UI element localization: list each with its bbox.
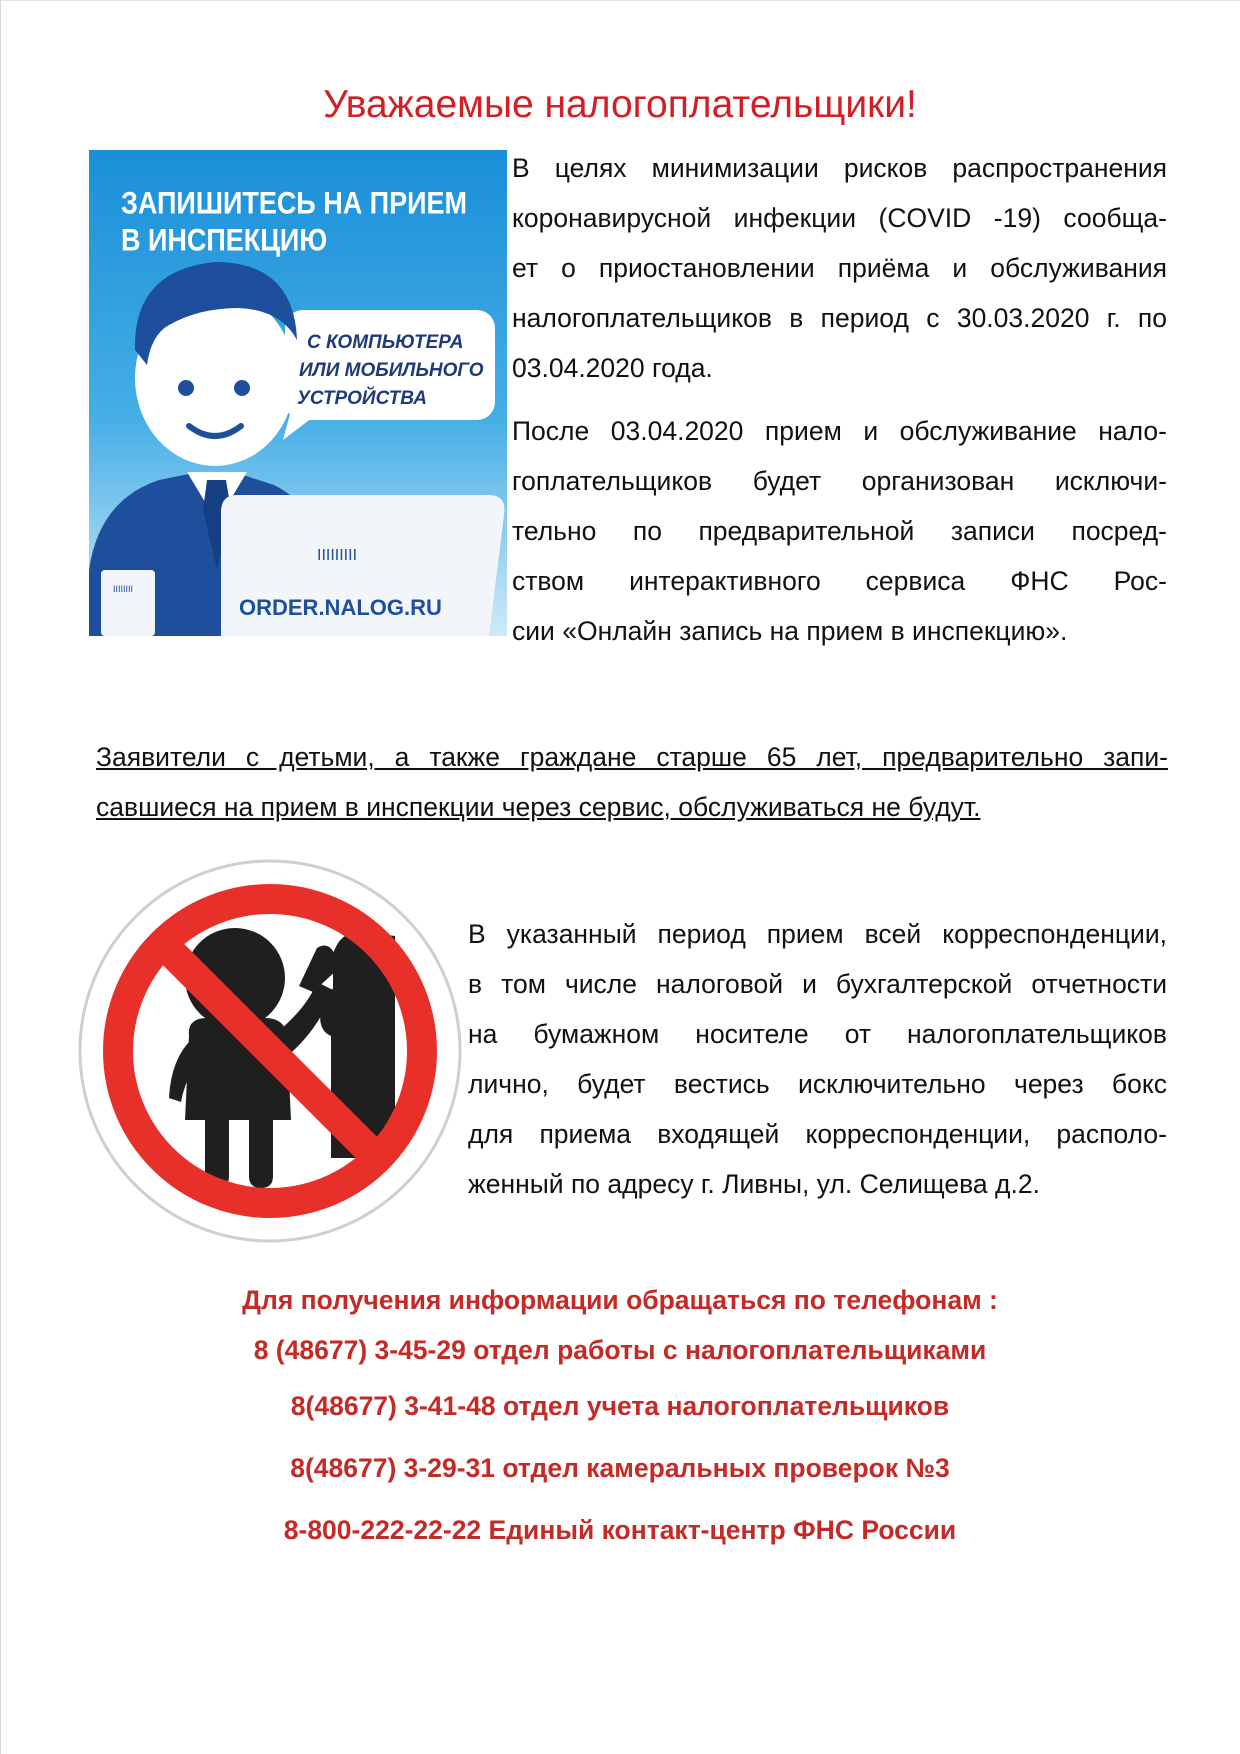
text-line: в том числе налоговой и бухгалтерской отчетности xyxy=(468,969,1167,999)
text-line: для приема входящей корреспонденции, располо- xyxy=(468,1119,1167,1149)
text-line: лично, будет вестись исключительно через бокс xyxy=(468,1069,1167,1099)
bubble-line-2: ИЛИ МОБИЛЬНОГО xyxy=(299,360,484,381)
promo-site: ORDER.NALOG.RU xyxy=(239,595,442,620)
promo-headline-line-2: В ИНСПЕКЦИЮ xyxy=(121,222,328,258)
text-line: Заявители с детьми, а также граждане старше 65 лет, предварительно запи- xyxy=(96,742,1168,772)
text-line: женный по адресу г. Ливны, ул. Селищева д.2. xyxy=(468,1169,1040,1199)
paragraph-correspondence xyxy=(468,909,1167,1209)
paragraph-appointment xyxy=(512,406,1167,656)
contacts-section xyxy=(0,1275,1240,1561)
no-children-sign-icon xyxy=(77,858,463,1244)
text-line: ством интерактивного сервиса ФНС Рос- xyxy=(512,566,1167,596)
svg-text:IIIIIIII: IIIIIIII xyxy=(113,584,134,594)
text-line: тельно по предварительной записи посред- xyxy=(512,516,1167,546)
text-line: 03.04.2020 года. xyxy=(512,353,713,383)
text-line: гоплательщиков будет организован исключи- xyxy=(512,466,1167,496)
svg-text:IIIIIIIII: IIIIIIIII xyxy=(317,547,358,564)
text-line: налогоплательщиков в период с 30.03.2020 г. по xyxy=(512,303,1167,333)
bubble-line-1: С КОМПЬЮТЕРА xyxy=(307,332,464,353)
text-line: В указанный период прием всей корреспонденции, xyxy=(468,919,1167,949)
text-line: коронавирусной инфекции (COVID -19) сообща- xyxy=(512,203,1167,233)
contact-phone-line: 8(48677) 3-29-31 отдел камеральных проверок №3 xyxy=(290,1453,950,1483)
contacts-heading: Для получения информации обращаться по телефонам : xyxy=(242,1285,998,1315)
promo-image xyxy=(89,150,507,636)
text-line: После 03.04.2020 прием и обслуживание нало- xyxy=(512,416,1167,446)
bubble-line-3: УСТРОЙСТВА xyxy=(297,388,427,409)
text-line: на бумажном носителе от налогоплательщиков xyxy=(468,1019,1167,1049)
text-line: сии «Онлайн запись на прием в инспекцию». xyxy=(512,616,1068,646)
text-line: В целях минимизации рисков распространения xyxy=(512,153,1167,183)
contact-phone-line: 8 (48677) 3-45-29 отдел работы с налогоплательщиками xyxy=(253,1335,987,1365)
contact-phone-line: 8-800-222-22-22 Единый контакт-центр ФНС России xyxy=(283,1515,957,1545)
page-title: Уважаемые налогоплательщики! xyxy=(323,83,917,126)
paragraph-suspension xyxy=(512,143,1167,393)
text-line: ет о приостановлении приёма и обслуживания xyxy=(512,253,1167,283)
promo-headline-line-1: ЗАПИШИТЕСЬ НА ПРИЕМ xyxy=(121,185,467,222)
text-line: савшиеся на прием в инспекции через сервис, обслуживаться не будут. xyxy=(96,792,981,822)
warning-notice xyxy=(96,732,1168,832)
contact-phone-line: 8(48677) 3-41-48 отдел учета налогоплательщиков xyxy=(290,1391,950,1421)
